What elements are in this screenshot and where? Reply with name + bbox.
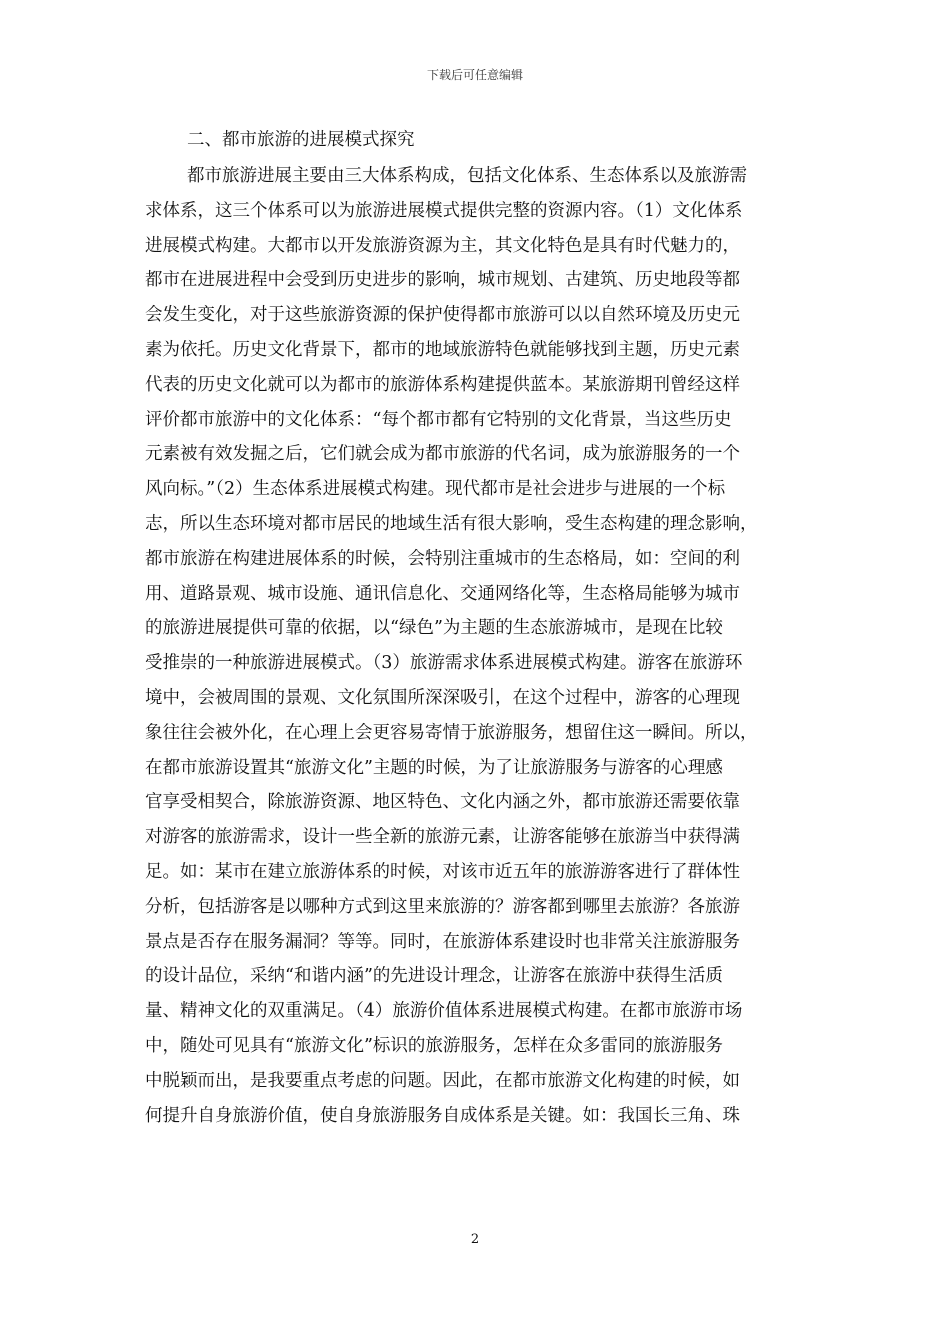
paragraph-line: 代表的历史文化就可以为都市的旅游体系构建提供蓝本。某旅游期刊曾经这样 bbox=[145, 374, 740, 395]
paragraph-line: 对游客的旅游需求，设计一些全新的旅游元素，让游客能够在旅游当中获得满 bbox=[145, 827, 740, 848]
page-header: 下载后可任意编辑 bbox=[426, 68, 523, 82]
body-paragraph bbox=[145, 159, 825, 1133]
paragraph-line: 量、精神文化的双重满足。（4）旅游价值体系进展模式构建。在都市旅游市场 bbox=[145, 1001, 743, 1022]
section-heading: 二、都市旅游的进展模式探究 bbox=[187, 130, 415, 150]
paragraph-line: 都市在进展进程中会受到历史进步的影响，城市规划、古建筑、历史地段等都 bbox=[145, 270, 740, 291]
paragraph-line: 境中，会被周围的景观、文化氛围所深深吸引，在这个过程中，游客的心理现 bbox=[145, 687, 740, 708]
paragraph-line: 中，随处可见具有“旅游文化”标识的旅游服务，怎样在众多雷同的旅游服务 bbox=[145, 1035, 723, 1056]
paragraph-line: 进展模式构建。大都市以开发旅游资源为主，其文化特色是具有时代魅力的， bbox=[145, 235, 740, 256]
paragraph-line: 评价都市旅游中的文化体系：“每个都市都有它特别的文化背景，当这些历史 bbox=[145, 409, 732, 430]
paragraph-line: 用、道路景观、城市设施、通讯信息化、交通网络化等，生态格局能够为城市 bbox=[145, 583, 740, 604]
paragraph-line: 的旅游进展提供可靠的依据，以“绿色”为主题的生态旅游城市，是现在比较 bbox=[145, 618, 723, 639]
paragraph-line: 都市旅游进展主要由三大体系构成，包括文化体系、生态体系以及旅游需 bbox=[187, 166, 747, 186]
paragraph-line: 中脱颖而出，是我要重点考虑的问题。因此，在都市旅游文化构建的时候，如 bbox=[145, 1070, 740, 1091]
paragraph-line: 足。如：某市在建立旅游体系的时候，对该市近五年的旅游游客进行了群体性 bbox=[145, 861, 740, 882]
paragraph-line: 受推崇的一种旅游进展模式。（3）旅游需求体系进展模式构建。游客在旅游环 bbox=[145, 653, 743, 674]
paragraph-line: 都市旅游在构建进展体系的时候，会特别注重城市的生态格局，如：空间的利 bbox=[145, 548, 740, 569]
paragraph-line: 分析，包括游客是以哪种方式到这里来旅游的？游客都到哪里去旅游？各旅游 bbox=[145, 896, 740, 917]
paragraph-line: 素为依托。历史文化背景下，都市的地域旅游特色就能够找到主题，历史元素 bbox=[145, 339, 740, 360]
paragraph-line: 景点是否存在服务漏洞？等等。同时，在旅游体系建设时也非常关注旅游服务 bbox=[145, 931, 740, 952]
paragraph-line: 在都市旅游设置其“旅游文化”主题的时候，为了让旅游服务与游客的心理感 bbox=[145, 757, 723, 778]
paragraph-line: 象往往会被外化，在心理上会更容易寄情于旅游服务，想留住这一瞬间。所以， bbox=[145, 722, 758, 743]
paragraph-line: 元素被有效发掘之后，它们就会成为都市旅游的代名词，成为旅游服务的一个 bbox=[145, 444, 740, 465]
paragraph-line: 官享受相契合，除旅游资源、地区特色、文化内涵之外，都市旅游还需要依靠 bbox=[145, 792, 740, 813]
paragraph-line: 何提升自身旅游价值，使自身旅游服务自成体系是关键。如：我国长三角、珠 bbox=[145, 1105, 740, 1126]
paragraph-line: 志，所以生态环境对都市居民的地域生活有很大影响，受生态构建的理念影响， bbox=[145, 513, 758, 534]
paragraph-line: 风向标。”（2）生态体系进展模式构建。现代都市是社会进步与进展的一个标 bbox=[145, 479, 726, 500]
page-number: 2 bbox=[470, 1232, 480, 1247]
paragraph-line: 的设计品位，采纳“和谐内涵”的先进设计理念，让游客在旅游中获得生活质 bbox=[145, 966, 723, 987]
paragraph-line: 求体系，这三个体系可以为旅游进展模式提供完整的资源内容。（1）文化体系 bbox=[145, 200, 743, 221]
paragraph-line: 会发生变化，对于这些旅游资源的保护使得都市旅游可以以自然环境及历史元 bbox=[145, 305, 740, 326]
